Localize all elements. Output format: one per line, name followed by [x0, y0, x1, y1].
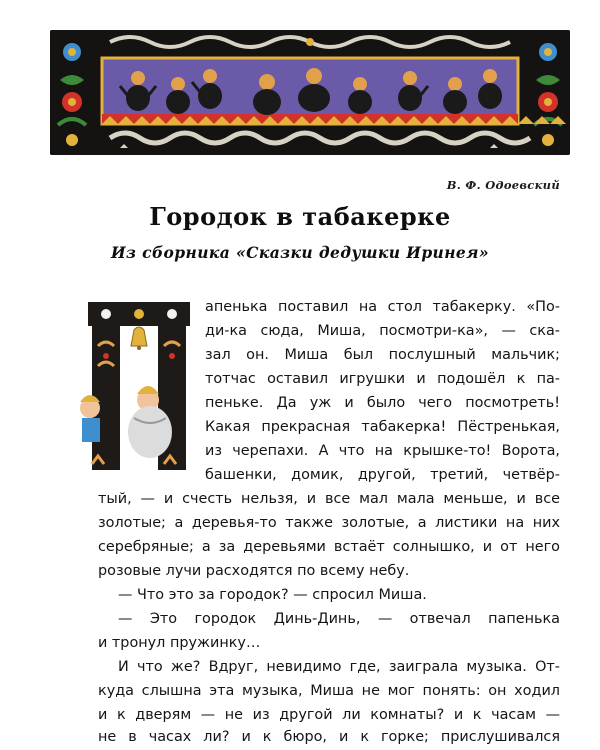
text-line: тый, — и счесть нельзя, и все мал мала меньше, и все	[98, 491, 560, 507]
drop-cap-letter	[78, 296, 200, 474]
folk-ornament-icon	[50, 30, 570, 155]
text-line: серебряные; а за деревьями встаёт солнышко, и от него	[98, 539, 560, 555]
text-line: куда слышна эта музыка, Миша не мог понять: он ходил	[98, 683, 560, 699]
boy-left	[80, 395, 100, 442]
ornament-banner	[50, 30, 570, 155]
text-line: зал он. Миша был послушный мальчик;	[205, 347, 560, 363]
dialogue-line: — Это городок Динь-Динь, — отвечал папенька	[118, 611, 560, 627]
text-line: золотые; а деревья-то также золотые, а листики на них	[98, 515, 560, 531]
text-line: ди-ка сюда, Миша, посмотри-ка», — ска-	[205, 323, 560, 339]
text-line: апенька поставил на стол табакерку. «По-	[205, 299, 560, 315]
illuminated-letter-icon	[78, 296, 200, 474]
story-subtitle: Из сборника «Сказки дедушки Иринея»	[110, 243, 490, 262]
story-title: Городок в табакерке	[149, 202, 451, 231]
text-line: башенки, домик, другой, третий, четвёр-	[205, 467, 560, 483]
text-line: и тронул пружинку…	[98, 635, 261, 651]
dialogue-line: — Что это за городок? — спросил Миша.	[118, 587, 427, 603]
author-name: В. Ф. Одоевский	[446, 178, 560, 192]
text-line: не в часах ли? и к бюро, и к горке; прислушивался	[98, 729, 560, 745]
text-line: тотчас оставил игрушки и подошёл к па-	[205, 371, 560, 387]
text-line: Какая прекрасная табакерка! Пёстренькая,	[205, 419, 560, 435]
text-line: И что же? Вдруг, невидимо где, заиграла музыка. От-	[118, 659, 560, 675]
text-line: из черепахи. А что на крышке-то! Ворота,	[205, 443, 560, 459]
text-line: и к дверям — не из другой ли комнаты? и к часам —	[98, 707, 560, 723]
text-line: розовые лучи расходятся по всему небу.	[98, 563, 410, 579]
text-line: пеньке. Да уж и было чего посмотреть!	[205, 395, 560, 411]
